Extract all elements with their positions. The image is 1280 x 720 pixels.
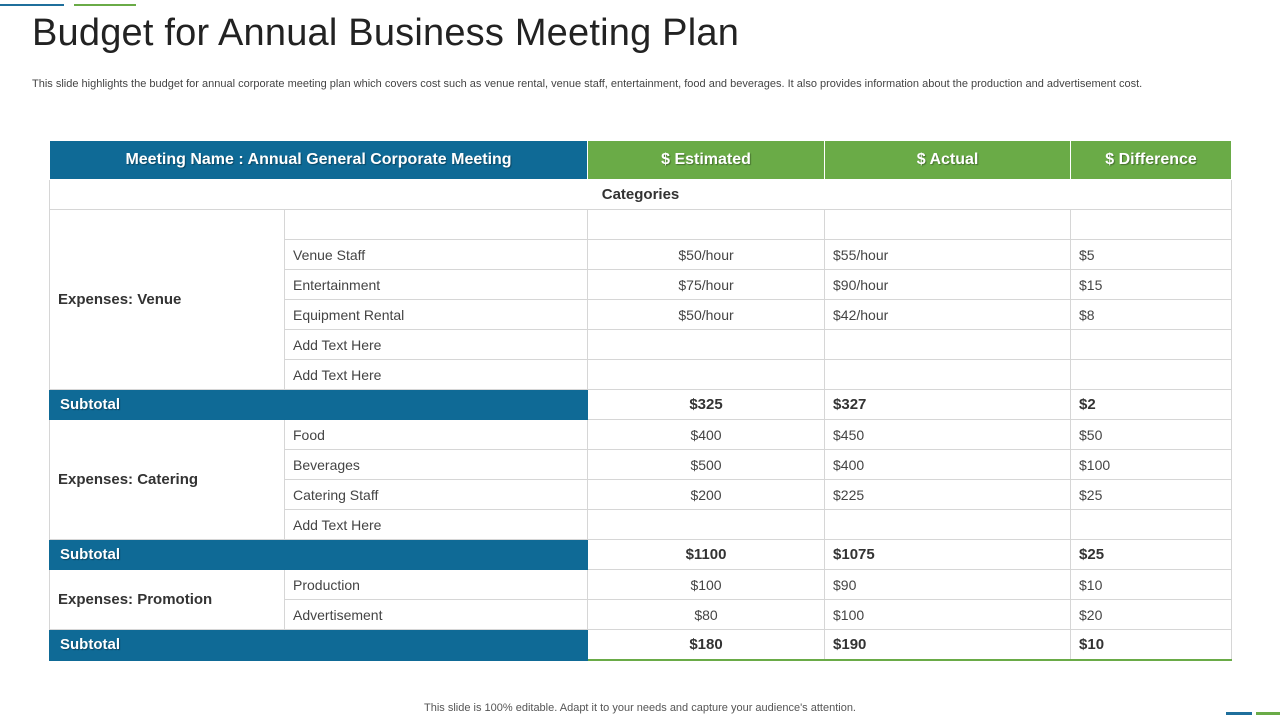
footer-note: This slide is 100% editable. Adapt it to your needs and capture your audience's attention. [424,702,856,714]
estimated-cell: $400 [588,420,825,450]
actual-cell: $450 [825,420,1071,450]
difference-cell [1071,330,1232,360]
difference-cell: $100 [1071,450,1232,480]
subtotal-row-catering [50,540,1232,570]
item-cell: Add Text Here [285,330,588,360]
subtotal-difference: $10 [1071,630,1232,661]
item-cell: Advertisement [285,600,588,630]
item-cell: Equipment Rental [285,300,588,330]
subtotal-row-promotion [50,630,1232,661]
subtotal-estimated: $180 [588,630,825,661]
subtotal-label: Subtotal [50,540,588,570]
estimated-cell [588,360,825,390]
decorative-line-green [74,4,136,6]
actual-cell [825,360,1071,390]
table-header-row [50,141,1232,180]
table-row [50,210,1232,240]
decorative-line-green-bottom [1256,712,1280,715]
difference-cell [1071,510,1232,540]
difference-cell: $5 [1071,240,1232,270]
item-cell: Beverages [285,450,588,480]
actual-cell: $42/hour [825,300,1071,330]
group-label-promotion: Expenses: Promotion [50,570,285,630]
actual-cell: $225 [825,480,1071,510]
item-cell: Food [285,420,588,450]
page-title: Budget for Annual Business Meeting Plan [32,12,740,54]
estimated-cell [588,510,825,540]
decorative-line-blue-bottom [1226,712,1252,715]
estimated-cell [588,330,825,360]
subtotal-actual: $190 [825,630,1071,661]
estimated-cell: $50/hour [588,240,825,270]
difference-cell: $8 [1071,300,1232,330]
table-row [50,570,1232,600]
estimated-cell: $500 [588,450,825,480]
actual-cell [825,330,1071,360]
item-cell: Production [285,570,588,600]
item-cell: Venue Staff [285,240,588,270]
item-cell: Catering Staff [285,480,588,510]
categories-row [50,180,1232,210]
difference-cell: $25 [1071,480,1232,510]
subtotal-actual: $1075 [825,540,1071,570]
estimated-cell: $75/hour [588,270,825,300]
item-cell: Entertainment [285,270,588,300]
subtotal-actual: $327 [825,390,1071,420]
estimated-cell: $200 [588,480,825,510]
subtotal-difference: $25 [1071,540,1232,570]
actual-cell: $90 [825,570,1071,600]
subtotal-row-venue [50,390,1232,420]
subtotal-estimated: $325 [588,390,825,420]
difference-cell: $50 [1071,420,1232,450]
subtotal-label: Subtotal [50,390,588,420]
page-subtitle: This slide highlights the budget for annual corporate meeting plan which covers cost such as venue rental, venue staff, entertainment, food and beverages. It also provides information about the production and advertisement cost. [32,78,1143,90]
estimated-cell: $50/hour [588,300,825,330]
header-difference: $ Difference [1071,141,1232,180]
difference-cell: $20 [1071,600,1232,630]
table-row [50,420,1232,450]
estimated-cell: $100 [588,570,825,600]
difference-cell [1071,210,1232,240]
subtotal-estimated: $1100 [588,540,825,570]
header-estimated: $ Estimated [588,141,825,180]
actual-cell [825,210,1071,240]
header-meeting-name: Meeting Name : Annual General Corporate Meeting [50,141,588,180]
actual-cell [825,510,1071,540]
estimated-cell [588,210,825,240]
budget-table [49,140,1232,661]
item-cell: Add Text Here [285,510,588,540]
categories-label: Categories [50,180,1232,210]
item-cell [285,210,588,240]
actual-cell: $400 [825,450,1071,480]
group-label-venue: Expenses: Venue [50,210,285,390]
item-cell: Add Text Here [285,360,588,390]
subtotal-label: Subtotal [50,630,588,661]
actual-cell: $90/hour [825,270,1071,300]
estimated-cell: $80 [588,600,825,630]
difference-cell: $15 [1071,270,1232,300]
header-actual: $ Actual [825,141,1071,180]
difference-cell: $10 [1071,570,1232,600]
actual-cell: $55/hour [825,240,1071,270]
difference-cell [1071,360,1232,390]
actual-cell: $100 [825,600,1071,630]
subtotal-difference: $2 [1071,390,1232,420]
decorative-line-blue [0,4,64,6]
group-label-catering: Expenses: Catering [50,420,285,540]
